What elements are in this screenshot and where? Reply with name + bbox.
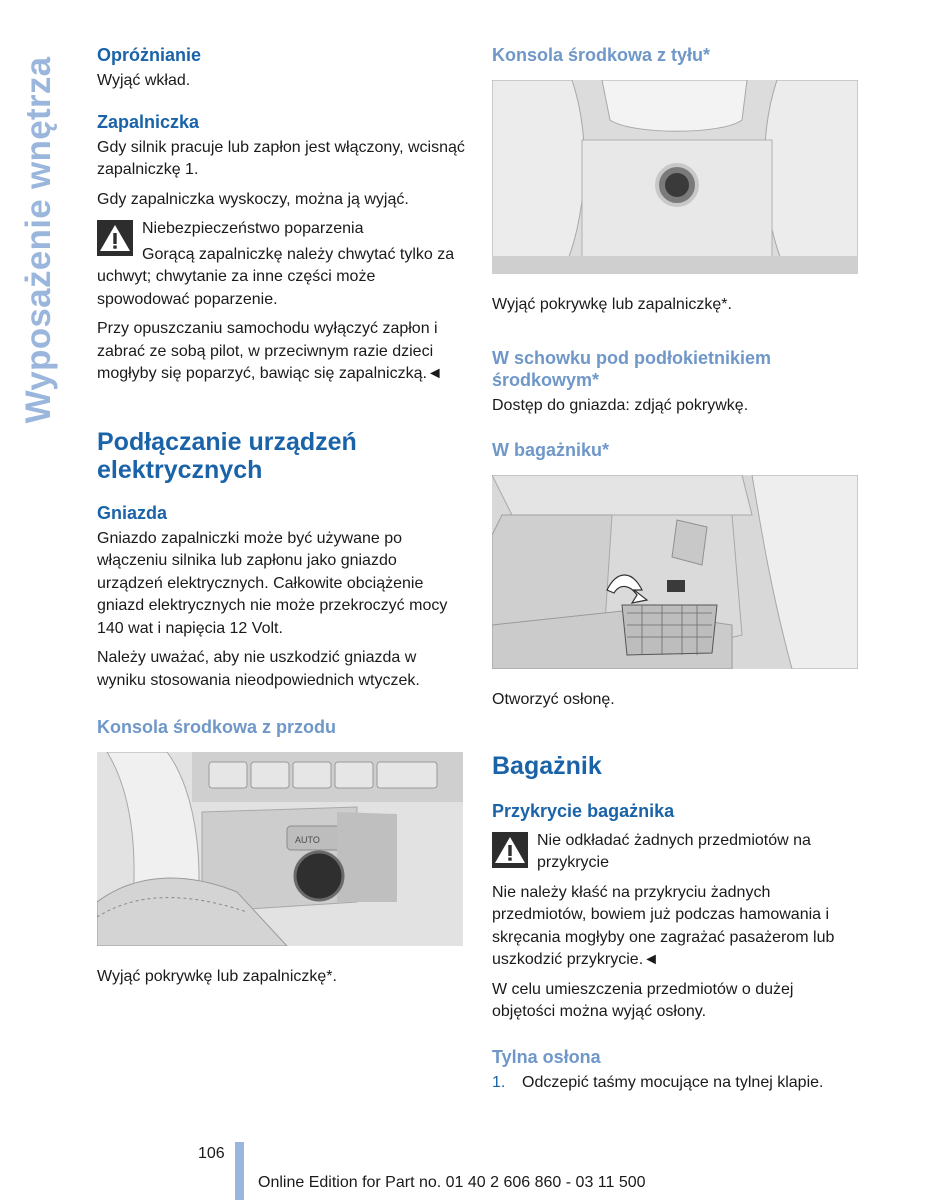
warning-burn-title: Niebezpieczeństwo poparzenia	[142, 220, 364, 237]
text-przykrycie-2: W celu umieszczenia przedmiotów o dużej objętości można wyjąć osłony.	[492, 980, 794, 1020]
warning-triangle-icon	[97, 220, 133, 256]
text-oproznianie: Wyjąć wkład.	[97, 72, 191, 89]
footer-edition: Online Edition for Part no. 01 40 2 606 860 - 03 11 500	[258, 1174, 646, 1191]
list-item-number: 1.	[492, 1073, 506, 1091]
chapter-side-tab	[14, 30, 64, 450]
text-schowek: Dostęp do gniazda: zdjąć pokrywkę.	[492, 396, 749, 414]
heading-zapalniczka: Zapalniczka	[97, 111, 200, 132]
text-zapalniczka-2: Gdy zapalniczka wyskoczy, można ją wyjąć.	[97, 190, 409, 208]
heading-konsola-przod: Konsola środkowa z przodu	[97, 717, 337, 737]
warning-burn-text: Gorącą zapalniczkę należy chwytać tylko za uchwyt; chwytanie za inne części może spowodować poparzenie.	[97, 245, 455, 308]
section-heading-bagaznik: Bagażnik	[492, 751, 602, 780]
photo-trunk	[492, 475, 858, 669]
text-gniazda-1: Gniazdo zapalniczki może być używane po włączeniu silnika lub zapłonu jako gniazdo urządzeń elektrycznych. Całkowite obciążenie gniazd elektrycznych nie może przekroczyć mocy 140 wat i napięcia 12 Volt.	[97, 529, 448, 637]
heading-w-bagazniku: W bagażniku*	[492, 440, 610, 460]
text-zapalniczka-3: Przy opuszczaniu samochodu wyłączyć zapłon i zabrać ze sobą pilot, w przeciwnym razie dzieci mogłyby się poparzyć, bawiąc się zapalniczką.◄	[97, 320, 443, 382]
footer-bar	[235, 1142, 244, 1200]
warning-triangle-icon	[492, 832, 528, 868]
text-przykrycie-1: Nie należy kłaść na przykryciu żadnych przedmiotów, bowiem już podczas hamowania i skręcania mogłyby one zagrażać pasażerom lub uszkodzić przykrycie.◄	[492, 883, 835, 968]
photo-front-console	[97, 752, 463, 946]
left-column	[97, 44, 465, 996]
warning-cover-text: Nie odkładać żadnych przedmiotów na przykrycie	[537, 831, 811, 871]
heading-przykrycie: Przykrycie bagażnika	[492, 800, 675, 821]
list-item	[492, 1072, 858, 1094]
chapter-title: Wyposażenie wnętrza	[19, 56, 58, 424]
warning-cover	[492, 830, 858, 875]
caption-w-bagazniku: Otworzyć osłonę.	[492, 691, 615, 708]
caption-konsola-przod: Wyjąć pokrywkę lub zapalniczkę*.	[97, 968, 337, 985]
text-zapalniczka-1: Gdy silnik pracuje lub zapłon jest włączony, wcisnąć zapalniczkę 1.	[97, 138, 465, 178]
page-number: 106	[198, 1145, 225, 1162]
heading-schowek: W schowku pod podłokietnikiem środkowym*	[492, 347, 772, 390]
heading-konsola-tyl: Konsola środkowa z tyłu*	[492, 45, 711, 65]
section-heading-electrical: Podłączanie urządzeń elektrycznych	[97, 427, 357, 484]
caption-konsola-tyl: Wyjąć pokrywkę lub zapalniczkę*.	[492, 296, 732, 313]
list-item-text: Odczepić taśmy mocujące na tylnej klapie.	[522, 1073, 824, 1091]
text-gniazda-2: Należy uważać, aby nie uszkodzić gniazda w wyniku stosowania nieodpowiednich wtyczek.	[97, 649, 420, 689]
warning-burn	[97, 218, 465, 241]
heading-oproznianie: Opróżnianie	[97, 45, 202, 65]
heading-gniazda: Gniazda	[97, 502, 168, 523]
photo-auto-label: AUTO	[295, 835, 320, 845]
right-column	[492, 44, 858, 1094]
heading-tylna-oslona: Tylna osłona	[492, 1046, 601, 1067]
photo-rear-console	[492, 80, 858, 274]
